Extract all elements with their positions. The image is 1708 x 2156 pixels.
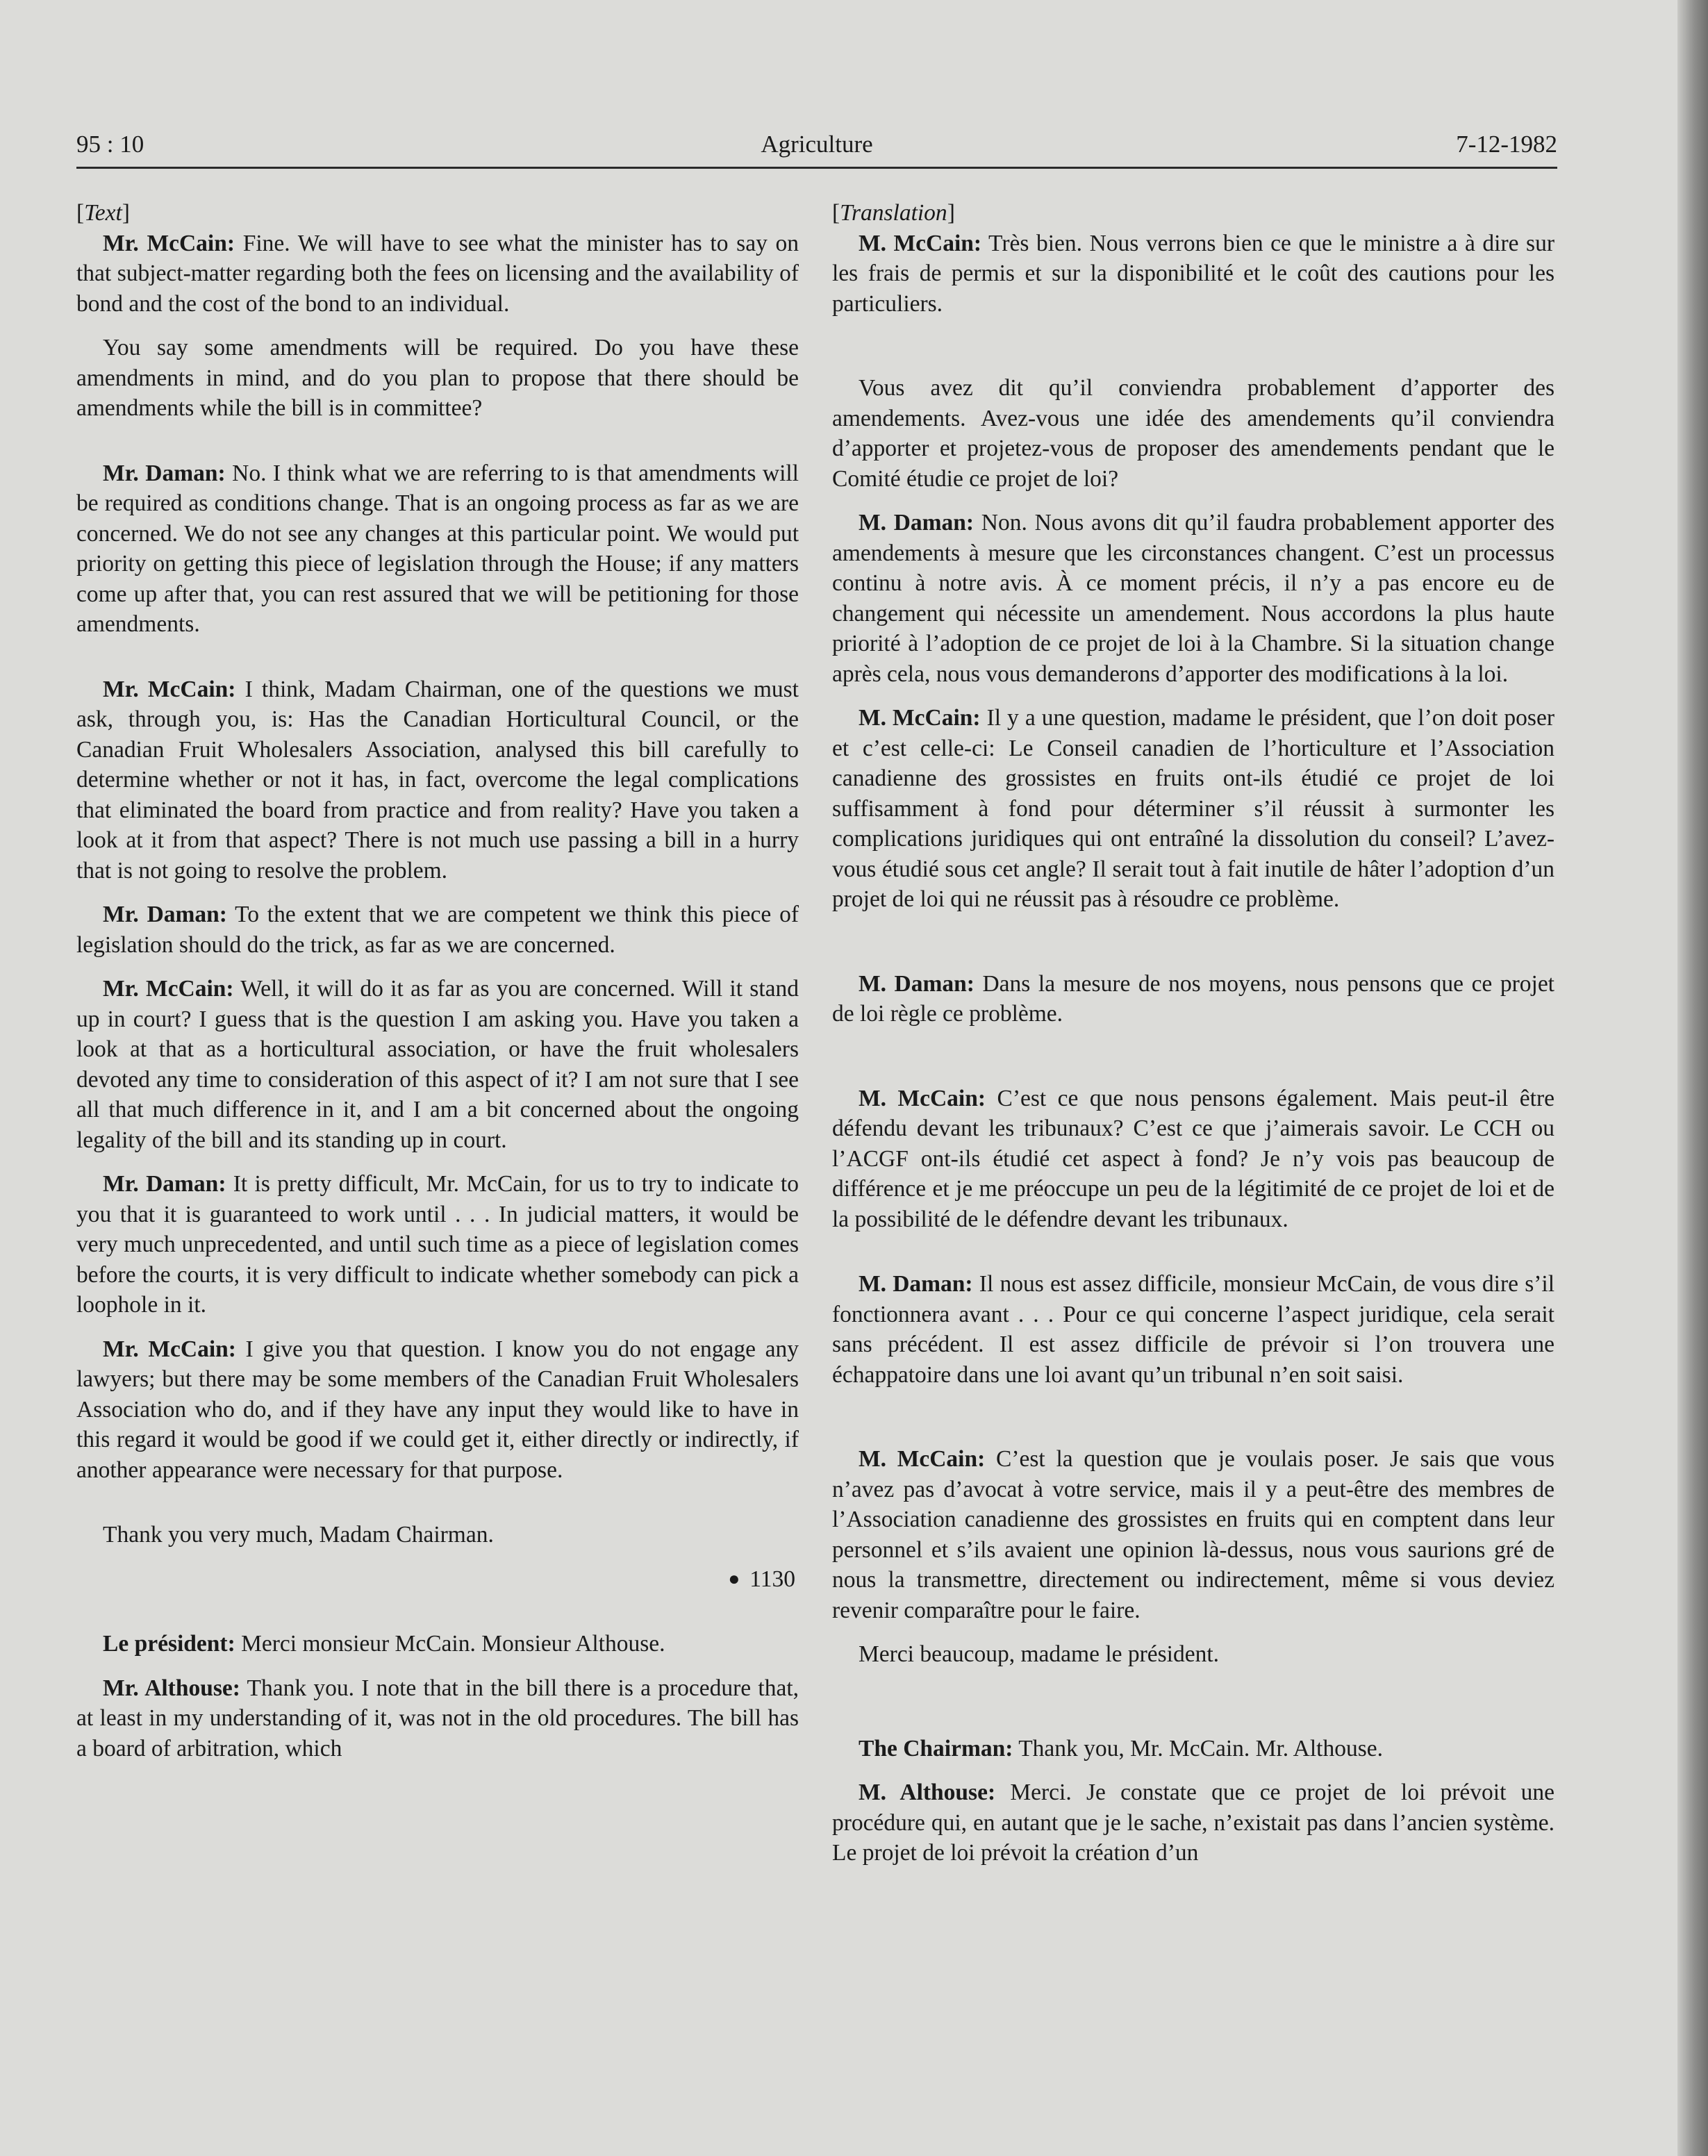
paragraph: You say some amendments will be required. Do you have these amendments in mind, and do you plan to propose that there should be amendments while the bill is in committee?: [76, 335, 799, 421]
paragraph: M. McCain: C’est ce que nous pensons également. Mais peut-il être défendu devant les tribunaux? C’est ce que j’aimerais savoir. Le CCH ou l’ACGF ont-ils étudié cet aspect à fond? Je n’y vois pas beaucoup de différence et je me préoccupe un peu de la légitimité de ce projet de loi et de la possibilité de le défendre devant les tribunaux.: [832, 1085, 1554, 1232]
paragraph: M. McCain: C’est la question que je voulais poser. Je sais que vous n’avez pas d’avocat à votre service, mais il y a peut-être des membres de l’Association canadienne des grossistes en fruits qui en comptent dans leur personnel et s’ils avaient une opinion là-dessus, nous vous saurions gré de nous la transmettre, directement ou indirectement, même si vous deviez revenir comparaître pour le faire.: [832, 1446, 1554, 1623]
speaker-name: The Chairman:: [859, 1735, 1013, 1761]
section-marker: [Translation]: [832, 200, 955, 226]
paragraph: M. Daman: Il nous est assez difficile, monsieur McCain, de vous dire s’il fonctionnera avant . . . Pour ce qui concerne l’aspect juridique, cela serait sans précédent. Il est assez difficile de prévoir si l’on trouvera une échappatoire dans une loi avant qu’un tribunal n’en soit saisi.: [832, 1271, 1554, 1388]
speaker-name: M. McCain:: [859, 1446, 986, 1472]
timestamp-marker: ● 1130: [728, 1566, 795, 1592]
section-marker: [Text]: [76, 200, 130, 226]
paragraph: Mr. Daman: No. I think what we are referring to is that amendments will be required as conditions change. That is an ongoing process as far as we are concerned. We do not see any changes at this particular point. We would put priority on getting this piece of legislation through the House; if any matters come up after that, you can rest assured that we will be petitioning for those amendments.: [76, 460, 799, 637]
speaker-name: Mr. Daman:: [103, 902, 227, 927]
paragraph: Mr. Althouse: Thank you. I note that in the bill there is a procedure that, at least in my understanding of it, was not in the old procedures. The bill has a board of arbitration, which: [76, 1675, 799, 1761]
paragraph: Mr. Daman: It is pretty difficult, Mr. McCain, for us to try to indicate to you that it is guaranteed to work until . . . In judicial matters, it would be very much unprecedented, and until such time as a piece of legislation comes before the courts, it is very difficult to indicate whether somebody can pick a loophole in it.: [76, 1171, 799, 1318]
speaker-name: Mr. McCain:: [103, 230, 235, 256]
page-edge: [1677, 0, 1708, 2156]
paragraph: The Chairman: Thank you, Mr. McCain. Mr. Althouse.: [859, 1735, 1384, 1761]
paragraph: M. McCain: Très bien. Nous verrons bien ce que le ministre a à dire sur les frais de permis et sur la disponibilité et le coût des cautions pour les particuliers.: [832, 230, 1554, 317]
page-header: [76, 131, 1557, 165]
speaker-name: Mr. Daman:: [103, 1171, 226, 1197]
paragraph: Merci beaucoup, madame le président.: [859, 1641, 1220, 1667]
speaker-name: M. Daman:: [859, 510, 975, 536]
speaker-name: M. McCain:: [859, 1085, 986, 1111]
right-column: [832, 198, 1554, 1882]
paragraph: Mr. McCain: Fine. We will have to see what the minister has to say on that subject-matter regarding both the fees on licensing and the availability of bond and the cost of the bond to an individual.: [76, 230, 799, 317]
left-column: [76, 198, 799, 1777]
paragraph: M. Althouse: Merci. Je constate que ce projet de loi prévoit une procédure qui, en autant que je le sache, n’existait pas dans l’ancien système. Le projet de loi prévoit la création d’un: [832, 1780, 1555, 1866]
speaker-name: M. Daman:: [859, 1271, 973, 1297]
paragraph: M. McCain: Il y a une question, madame le président, que l’on doit poser et c’est celle-ci: Le Conseil canadien de l’horticulture et l’Association canadienne des grossistes en fruits ont-ils étudié ce projet de loi suffisamment à fond pour déterminer s’il réussit à surmonter les complications juridiques qui ont entraîné la dissolution du conseil? L’avez-vous étudié sous cet angle? Il serait tout à fait inutile de hâter l’adoption d’un projet de loi qui ne réussit pas à résoudre ce problème.: [832, 705, 1554, 912]
header-rule: [76, 167, 1557, 169]
speaker-name: Mr. McCain:: [103, 676, 236, 702]
speaker-name: M. McCain:: [859, 705, 981, 731]
speaker-name: Le président:: [103, 1631, 235, 1657]
paragraph: Vous avez dit qu’il conviendra probablement d’apporter des amendements. Avez-vous une idée des amendements qu’il conviendra d’apporter et projetez-vous de proposer des amendements pendant que le Comité étudie ce projet de loi?: [832, 375, 1554, 492]
paragraph: Mr. McCain: I think, Madam Chairman, one of the questions we must ask, through you, is: Has the Canadian Horticultural Council, or the Canadian Fruit Wholesalers Association, analysed this bill carefully to determine whether or not it has, in fact, overcome the legal complications that eliminated the board from practice and from reality? Have you taken a look at it from that aspect? There is not much use passing a bill in a hurry that is not going to resolve the problem.: [76, 676, 799, 884]
paragraph: Thank you very much, Madam Chairman.: [103, 1522, 494, 1548]
speaker-name: Mr. McCain:: [103, 976, 234, 1002]
speaker-name: Mr. Daman:: [103, 460, 226, 486]
paragraph: Mr. McCain: Well, it will do it as far as you are concerned. Will it stand up in court? I guess that is the question I am asking you. Have you taken a look at that as a horticultural association, or have the fruit wholesalers devoted any time to consideration of this aspect of it? I am not sure that I see all that much difference in it, and I am a bit concerned about the ongoing legality of the bill and its standing up in court.: [76, 976, 799, 1153]
speaker-name: Mr. Althouse:: [103, 1675, 240, 1701]
speaker-name: M. Daman:: [859, 970, 975, 997]
paragraph: M. Daman: Dans la mesure de nos moyens, nous pensons que ce projet de loi règle ce problème.: [832, 970, 1554, 1027]
page-date: 7-12-1982: [1456, 131, 1557, 158]
speaker-name: Mr. McCain:: [103, 1336, 236, 1362]
speaker-name: M. Althouse:: [859, 1780, 996, 1805]
speaker-name: M. McCain:: [859, 230, 982, 256]
paragraph: Mr. Daman: To the extent that we are competent we think this piece of legislation should do the trick, as far as we are concerned.: [76, 902, 799, 958]
page-title: Agriculture: [761, 131, 873, 158]
page-number: 95 : 10: [76, 131, 144, 158]
paragraph: Le président: Merci monsieur McCain. Monsieur Althouse.: [103, 1631, 665, 1657]
paragraph: Mr. McCain: I give you that question. I know you do not engage any lawyers; but there may be some members of the Canadian Fruit Wholesalers Association who do, and if they have any input they would like to have in this regard it would be good if we could get it, either directly or indirectly, if another appearance were necessary for that purpose.: [76, 1336, 799, 1483]
paragraph: M. Daman: Non. Nous avons dit qu’il faudra probablement apporter des amendements à mesure que les circonstances changent. C’est un processus continu à notre avis. À ce moment précis, il n’y a pas encore eu de changement qui nécessite un amendement. Nous accordons la plus haute priorité à l’adoption de ce projet de loi à la Chambre. Si la situation change après cela, nous vous demanderons d’apporter des modifications à la loi.: [832, 510, 1554, 687]
